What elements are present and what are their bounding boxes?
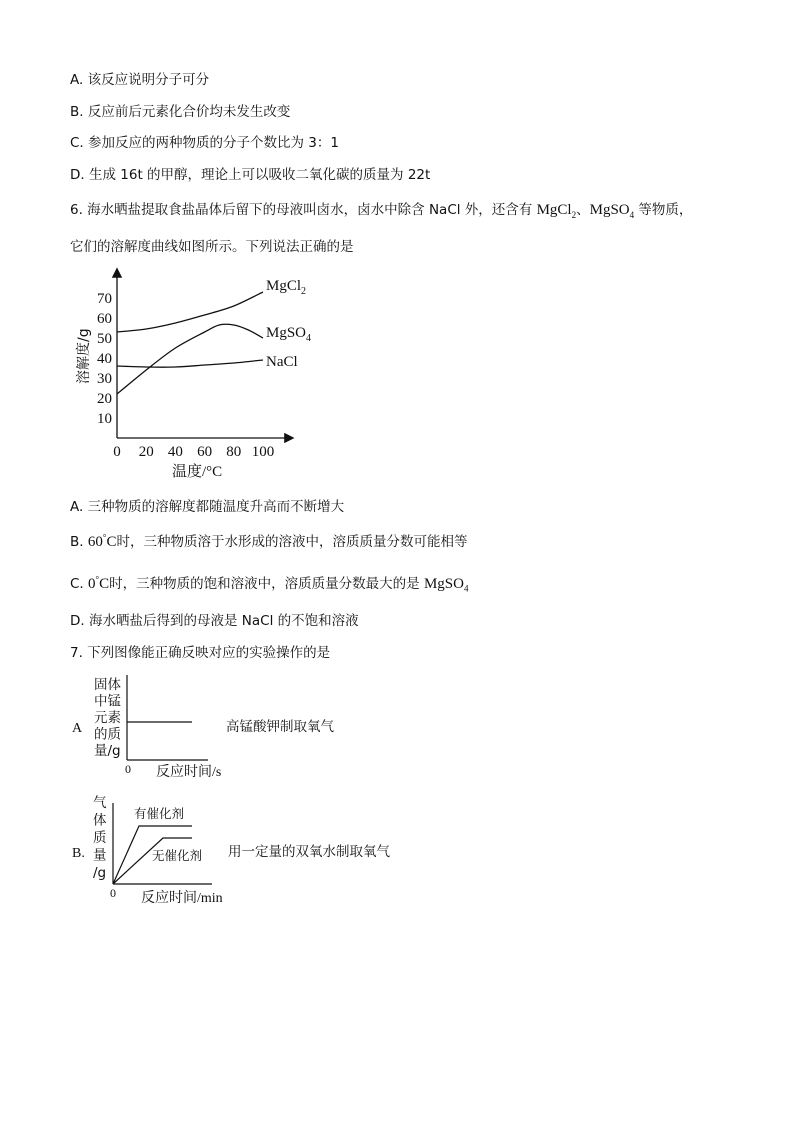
q7-b-label-catalyst: 有催化剂 <box>134 806 185 821</box>
y-tick-label: 60 <box>97 311 112 327</box>
q7-a-desc: 高锰酸钾制取氧气 <box>226 719 334 735</box>
q7-stem: 7. 下列图像能正确反映对应的实验操作的是 <box>70 645 331 661</box>
q7-a-ylabel-line: 量/g <box>94 743 121 759</box>
y-axis-label: 溶解度/g <box>76 328 92 384</box>
series-label-mgso4: MgSO$_4$ <box>266 325 312 344</box>
q6-stem-start: 6. 海水晒盐提取食盐晶体后留下的母液叫卤水，卤水中除含 NaCl 外，还含有 <box>70 202 537 218</box>
q5-option-a: A. 该反应说明分子可分 <box>70 72 210 88</box>
q5-option-c: C. 参加反应的两种物质的分子个数比为 3：1 <box>70 135 339 151</box>
q7-a-ylabel-line: 固体 <box>94 677 121 693</box>
q6-stem-sep: 、 <box>576 202 590 218</box>
solubility-chart <box>66 264 312 482</box>
q6-option-c: C. 0°C时，三种物质的饱和溶液中，溶质质量分数最大的是 MgSO$_4$ <box>70 574 469 594</box>
q6-stem-line1 <box>70 198 692 220</box>
curve-mgcl2 <box>117 292 263 332</box>
y-tick-label: 20 <box>97 391 112 407</box>
x-tick-label: 80 <box>226 444 242 460</box>
q6-stem-mgso4: MgSO$_4$ <box>589 202 635 220</box>
y-tick-label: 50 <box>97 331 112 347</box>
q7-b-ylabel-line: 质 <box>93 830 107 846</box>
x-tick-label: 60 <box>197 444 213 460</box>
y-tick-label: 10 <box>97 411 112 427</box>
x-tick-label: 40 <box>167 444 183 460</box>
q6-option-d: D. 海水晒盐后得到的母液是 NaCl 的不饱和溶液 <box>70 613 359 629</box>
curve-nacl <box>117 360 263 367</box>
q7-b-ylabel-line: 气 <box>93 795 107 811</box>
q7-b-label-no-catalyst: 无催化剂 <box>152 848 203 863</box>
q7-a-xlabel: 反应时间/s <box>156 765 222 780</box>
series-label-mgcl2: MgCl$_2$ <box>266 278 307 297</box>
q7-a-ylabel-line: 的质 <box>94 726 121 743</box>
x-tick-label: 20 <box>138 444 154 460</box>
q7-b-letter: B. <box>72 846 85 861</box>
q7-a-ylabel-line: 元素 <box>94 710 121 726</box>
y-tick-label: 30 <box>97 371 112 387</box>
y-tick-label: 70 <box>97 291 112 307</box>
series-label-nacl: NaCl <box>266 354 298 370</box>
q7-option-b-graph <box>66 792 406 910</box>
x-tick-label: 100 <box>251 444 275 460</box>
x-axis-label: 温度/°C <box>172 464 223 480</box>
q7-b-ylabel-line: 量 <box>93 847 107 864</box>
q7-b-ylabel-line: /g <box>93 865 107 881</box>
x-tick-label: 0 <box>113 444 121 460</box>
q5-option-d: D. 生成 16t 的甲醇，理论上可以吸收二氧化碳的质量为 22t <box>70 167 431 183</box>
q7-a-origin: 0 <box>125 762 131 776</box>
q7-a-ylabel-line: 中锰 <box>94 693 121 710</box>
y-tick-label: 40 <box>97 351 112 367</box>
q7-b-ylabel-line: 体 <box>93 812 107 829</box>
curve-mgso4 <box>117 324 263 394</box>
q7-b-desc: 用一定量的双氧水制取氧气 <box>228 844 390 860</box>
q6-stem-line2: 它们的溶解度曲线如图所示。下列说法正确的是 <box>70 239 354 255</box>
q7-option-a-graph <box>66 668 366 784</box>
q6-stem-end: 等物质， <box>634 202 693 218</box>
q7-a-letter: A <box>72 721 83 736</box>
q6-option-a: A. 三种物质的溶解度都随温度升高而不断增大 <box>70 499 345 515</box>
q7-b-xlabel: 反应时间/min <box>141 891 223 906</box>
q6-option-b: B. 60°C时，三种物质溶于水形成的溶液中，溶质质量分数可能相等 <box>70 532 468 550</box>
q6-stem-mgcl2: MgCl$_2$ <box>536 202 577 220</box>
q7-b-origin: 0 <box>110 886 116 900</box>
q5-option-b: B. 反应前后元素化合价均未发生改变 <box>70 104 291 120</box>
